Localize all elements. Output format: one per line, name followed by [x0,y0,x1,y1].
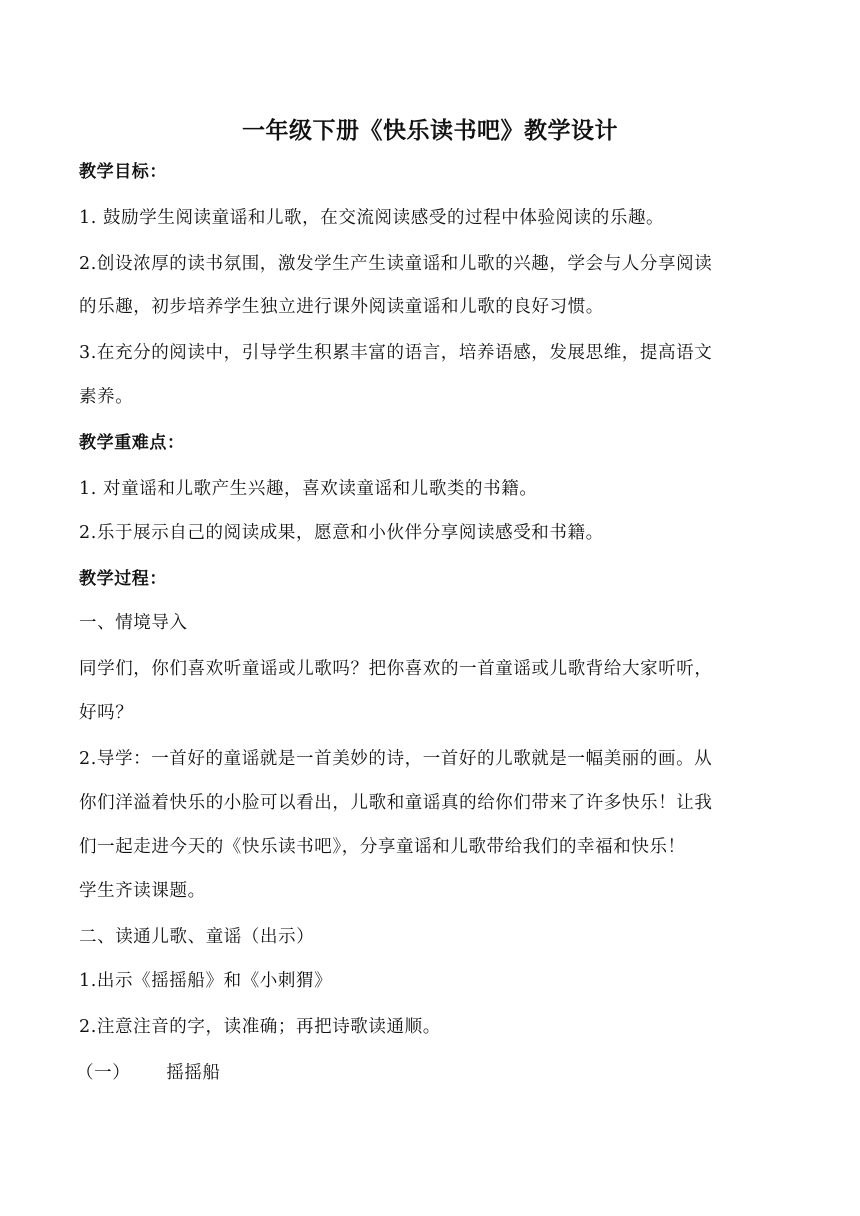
objectives-heading: 教学目标： [79,162,167,182]
objective-2-line-1: 2.创设浓厚的读书氛围，激发学生产生读童谣和儿歌的兴趣，学会与人分享阅读 [79,254,713,274]
poem-heading [76,1058,786,1088]
objective-1: 1. 鼓励学生阅读童谣和儿歌，在交流阅读感受的过程中体验阅读的乐趣。 [79,208,665,228]
poem-index: （一） [76,1063,131,1083]
guide-line-1: 2.导学：一首好的童谣就是一首美妙的诗，一首好的儿歌就是一幅美丽的画。从 [79,749,713,769]
step-2: 2.注意注音的字，读准确；再把诗歌读通顺。 [79,1017,441,1037]
intro-line-1: 同学们，你们喜欢听童谣或儿歌吗？把你喜欢的一首童谣或儿歌背给大家听听， [79,659,713,679]
objective-2-line-2: 的乐趣，初步培养学生独立进行课外阅读童谣和儿歌的良好习惯。 [79,297,604,317]
document-title: 一年级下册《快乐读书吧》教学设计 [242,118,618,144]
section-2-heading: 二、读通儿歌、童谣（出示） [79,927,315,947]
read-title-line: 学生齐读课题。 [79,881,206,901]
process-heading: 教学过程： [79,569,167,589]
objective-3-line-1: 3.在充分的阅读中，引导学生积累丰富的语言，培养语感，发展思维，提高语文 [79,343,713,363]
keypoint-1: 1. 对童谣和儿歌产生兴趣，喜欢读童谣和儿歌类的书籍。 [79,479,538,499]
objective-3-line-2: 素养。 [79,387,134,407]
step-1: 1.出示《摇摇船》和《小刺猬》 [79,971,333,991]
guide-line-2: 你们洋溢着快乐的小脸可以看出，儿歌和童谣真的给你们带来了许多快乐！让我 [79,793,713,813]
keypoints-heading: 教学重难点： [79,433,185,453]
poem-title: 摇摇船 [166,1063,221,1083]
guide-line-3: 们一起走进今天的《快乐读书吧》，分享童谣和儿歌带给我们的幸福和快乐！ [79,837,686,857]
keypoint-2: 2.乐于展示自己的阅读成果，愿意和小伙伴分享阅读感受和书籍。 [79,523,604,543]
section-1-heading: 一、情境导入 [79,613,188,633]
intro-line-2: 好吗？ [79,703,134,723]
